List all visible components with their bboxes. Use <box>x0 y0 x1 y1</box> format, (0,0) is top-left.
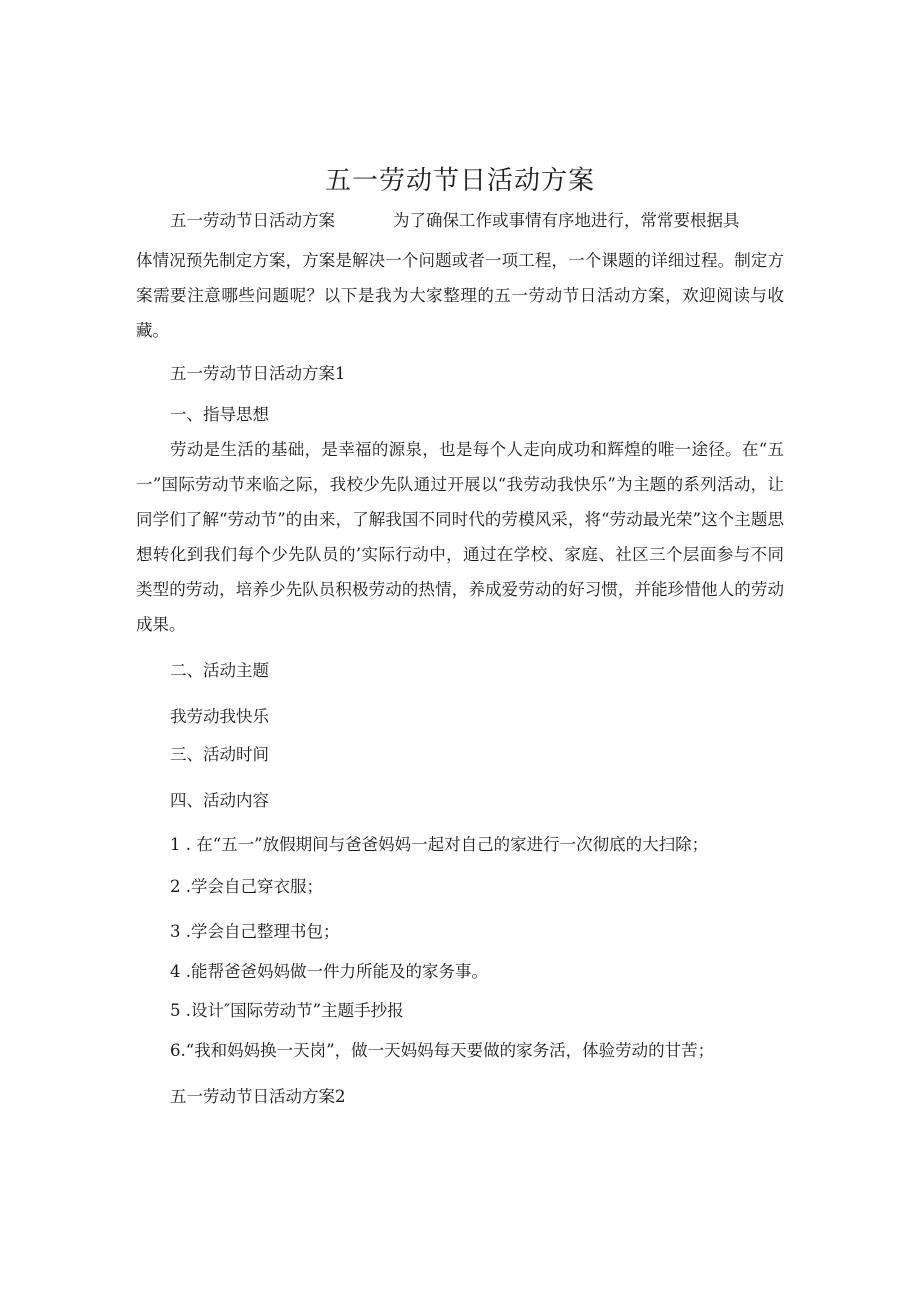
section1-heading: 五一劳动节日活动方案1 <box>170 364 346 383</box>
content-item: 4 .能帮爸爸妈妈做一件力所能及的家务事。 <box>170 962 488 981</box>
content-item: 2 .学会自己穿衣服； <box>170 877 323 896</box>
heading-activity-time: 三、活动时间 <box>170 745 269 764</box>
intro-first-text: 为了确保工作或事情有序地进行，常常要根据具 <box>393 211 740 230</box>
content-item: 5 .设计″国际劳动节”主题手抄报 <box>170 1001 404 1020</box>
content-item: 1 . 在“五一”放假期间与爸爸妈妈一起对自己的家进行一次彻底的大扫除； <box>170 835 709 854</box>
heading-guiding-thought: 一、指导思想 <box>170 405 269 424</box>
section2-heading: 五一劳动节日活动方案2 <box>170 1087 346 1106</box>
intro-paragraph: 体情况预先制定方案，方案是解决一个问题或者一项工程，一个课题的详细过程。制定方案需要注意哪些问题呢？以下是我为大家整理的五一劳动节日活动方案，欢迎阅读与收藏。 <box>136 251 784 340</box>
content-item: 6.“我和妈妈换一天岗”，做一天妈妈每天要做的家务活，体验劳动的甘苦； <box>170 1041 715 1060</box>
heading-activity-theme: 二、活动主题 <box>170 661 269 680</box>
heading-activity-content: 四、活动内容 <box>170 791 269 810</box>
activity-theme-text: 我劳动我快乐 <box>170 707 269 726</box>
intro-label: 五一劳动节日活动方案 <box>170 211 335 230</box>
intro-first-line <box>170 207 740 231</box>
document-title: 五一劳动节日活动方案 <box>324 166 595 196</box>
content-item: 3 .学会自己整理书包； <box>170 922 340 941</box>
guiding-thought-paragraph: 劳动是生活的基础，是幸福的源泉，也是每个人走向成功和辉煌的唯一途径。在“五一”国际劳动节来临之际，我校少先队通过开展以“我劳动我快乐”为主题的系列活动，让同学们了解“劳动节”的由来，了解我国不同时代的劳模风采，将“劳动最光荣”这个主题思想转化到我们每个少先队员的’实际行动中，通过在学校、家庭、社区三个层面参与不同类型的劳动，培养少先队员积极劳动的热情，养成爱劳动的好习惯，并能珍惜他人的劳动成果。 <box>136 440 784 634</box>
